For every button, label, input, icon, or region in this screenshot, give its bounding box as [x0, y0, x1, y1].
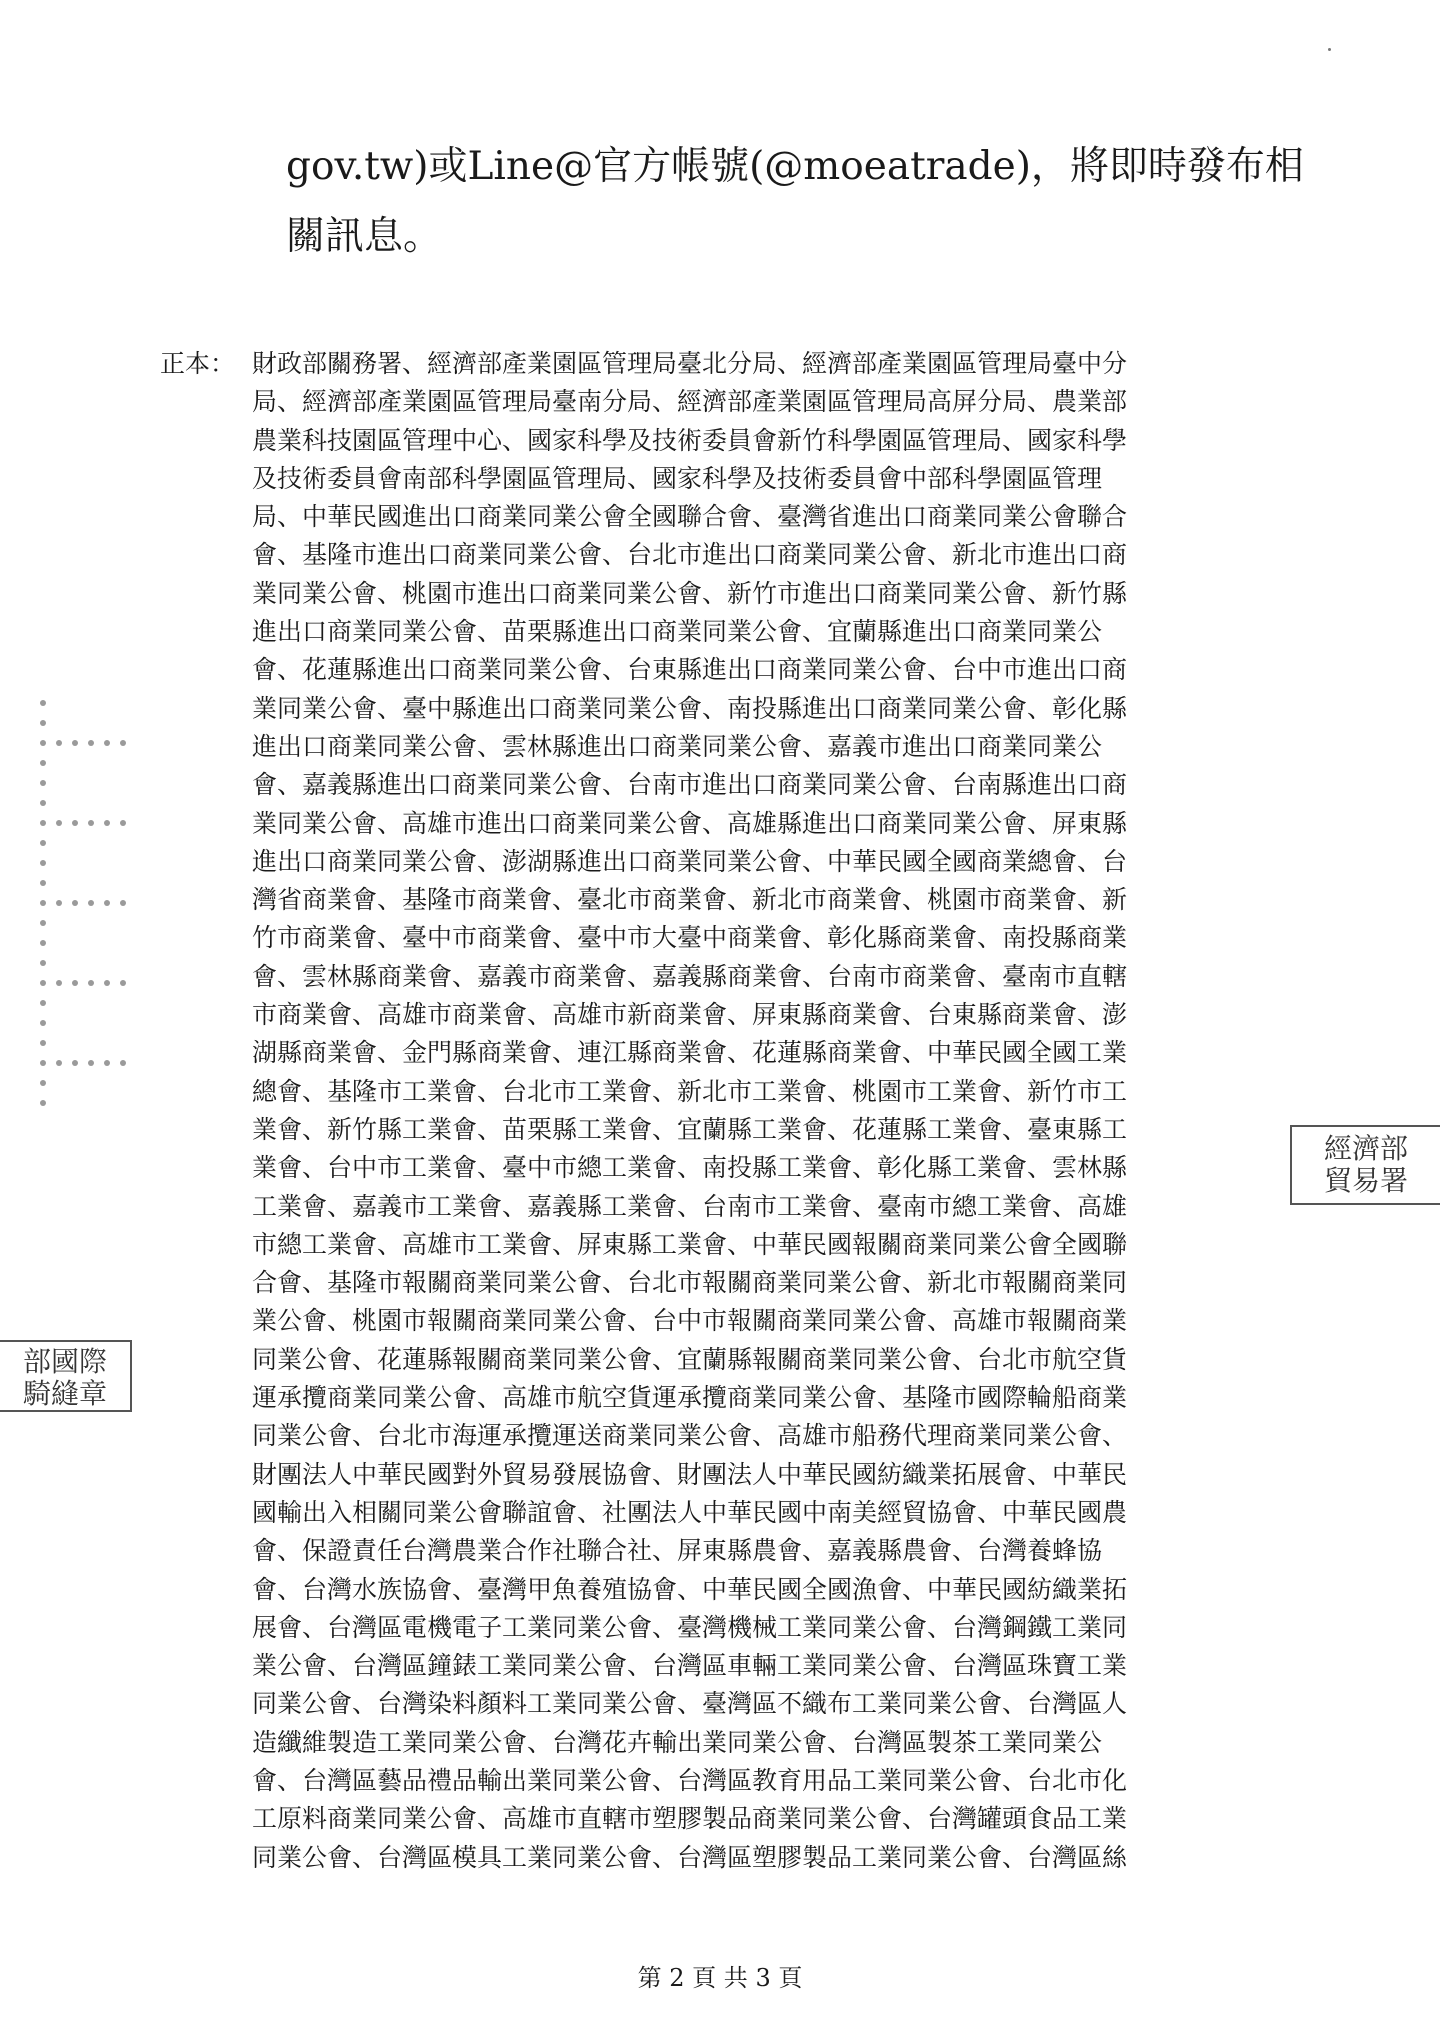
- binding-hole-dot: [72, 980, 78, 986]
- recipient-line: 會、嘉義縣進出口商業同業公會、台南市進出口商業同業公會、台南縣進出口商: [252, 770, 1128, 800]
- scan-speck: [1328, 48, 1331, 51]
- recipient-line: 市商業會、高雄市商業會、高雄市新商業會、屏東縣商業會、台東縣商業會、澎: [252, 1000, 1128, 1030]
- binding-hole-dot: [56, 820, 62, 826]
- stamp-text: 騎縫章: [22, 1377, 107, 1410]
- recipient-line: 運承攬商業同業公會、高雄市航空貨運承攬商業同業公會、基隆市國際輪船商業: [252, 1383, 1128, 1413]
- stamp-text: 經濟部: [1323, 1132, 1408, 1165]
- recipient-line: 業會、台中市工業會、臺中市總工業會、南投縣工業會、彰化縣工業會、雲林縣: [252, 1153, 1128, 1183]
- binding-hole-dot: [120, 740, 126, 746]
- recipient-label: 正本：: [160, 349, 236, 378]
- recipient-line: 進出口商業同業公會、澎湖縣進出口商業同業公會、中華民國全國商業總會、台: [252, 846, 1128, 876]
- binding-hole-dot: [88, 1060, 94, 1066]
- binding-hole-dot: [56, 980, 62, 986]
- binding-hole-dot: [40, 1000, 46, 1006]
- recipient-line: 業公會、桃園市報關商業同業公會、台中市報關商業同業公會、高雄市報關商業: [252, 1306, 1128, 1336]
- binding-hole-dot: [40, 920, 46, 926]
- recipient-line: 同業公會、花蓮縣報關商業同業公會、宜蘭縣報關商業同業公會、台北市航空貨: [252, 1344, 1128, 1374]
- recipient-line: 同業公會、台灣區模具工業同業公會、台灣區塑膠製品工業同業公會、台灣區絲: [252, 1842, 1128, 1872]
- recipient-line: 同業公會、台北市海運承攬運送商業同業公會、高雄市船務代理商業同業公會、: [252, 1421, 1128, 1451]
- recipient-line: 進出口商業同業公會、苗栗縣進出口商業同業公會、宜蘭縣進出口商業同業公: [252, 617, 1103, 647]
- recipient-line: 會、基隆市進出口商業同業公會、台北市進出口商業同業公會、新北市進出口商: [252, 540, 1128, 570]
- binding-hole-dot: [40, 860, 46, 866]
- binding-hole-dot: [40, 1100, 46, 1106]
- recipient-line: 業公會、台灣區鐘錶工業同業公會、台灣區車輛工業同業公會、台灣區珠寶工業: [252, 1651, 1128, 1681]
- recipient-line: 竹市商業會、臺中市商業會、臺中市大臺中商業會、彰化縣商業會、南投縣商業: [252, 923, 1128, 953]
- recipient-line: 國輸出入相關同業公會聯誼會、社團法人中華民國中南美經貿協會、中華民國農: [252, 1497, 1128, 1527]
- binding-hole-dot: [40, 740, 46, 746]
- binding-hole-dot: [120, 820, 126, 826]
- recipient-line: 灣省商業會、基隆市商業會、臺北市商業會、新北市商業會、桃園市商業會、新: [252, 885, 1128, 915]
- recipient-line: 會、保證責任台灣農業合作社聯合社、屏東縣農會、嘉義縣農會、台灣養蜂協: [252, 1536, 1103, 1566]
- binding-hole-dot: [104, 1060, 110, 1066]
- binding-hole-dot: [40, 700, 46, 706]
- binding-hole-dot: [40, 760, 46, 766]
- recipient-line: 及技術委員會南部科學園區管理局、國家科學及技術委員會中部科學園區管理: [252, 463, 1103, 493]
- binding-hole-dot: [40, 980, 46, 986]
- binding-hole-dot: [40, 720, 46, 726]
- recipient-line: 造纖維製造工業同業公會、台灣花卉輸出業同業公會、台灣區製茶工業同業公: [252, 1727, 1103, 1757]
- intro-line: gov.tw)或Line@官方帳號(@moeatrade)，將即時發布相: [286, 144, 1304, 189]
- binding-hole-dot: [40, 1020, 46, 1026]
- page-number: 第 2 頁 共 3 頁: [637, 1964, 803, 1992]
- recipient-line: 業同業公會、桃園市進出口商業同業公會、新竹市進出口商業同業公會、新竹縣: [252, 578, 1128, 608]
- binding-hole-dot: [88, 820, 94, 826]
- recipient-line: 會、雲林縣商業會、嘉義市商業會、嘉義縣商業會、台南市商業會、臺南市直轄: [252, 961, 1128, 991]
- binding-hole-dot: [120, 980, 126, 986]
- recipient-line: 局、經濟部產業園區管理局臺南分局、經濟部產業園區管理局高屏分局、農業部: [252, 387, 1128, 417]
- binding-hole-dot: [56, 1060, 62, 1066]
- recipient-line: 工原料商業同業公會、高雄市直轄市塑膠製品商業同業公會、台灣罐頭食品工業: [252, 1804, 1128, 1834]
- binding-hole-dot: [40, 1080, 46, 1086]
- binding-hole-dot: [104, 980, 110, 986]
- binding-hole-dot: [56, 740, 62, 746]
- binding-hole-dot: [88, 900, 94, 906]
- binding-hole-dot: [120, 900, 126, 906]
- stamp-text: 部國際: [22, 1345, 107, 1378]
- binding-hole-dot: [72, 820, 78, 826]
- binding-hole-dot: [40, 960, 46, 966]
- binding-hole-dot: [40, 1060, 46, 1066]
- recipient-line: 湖縣商業會、金門縣商業會、連江縣商業會、花蓮縣商業會、中華民國全國工業: [252, 1038, 1128, 1068]
- binding-hole-dot: [40, 940, 46, 946]
- binding-hole-dot: [40, 1040, 46, 1046]
- binding-hole-dot: [40, 900, 46, 906]
- recipient-line: 業同業公會、高雄市進出口商業同業公會、高雄縣進出口商業同業公會、屏東縣: [252, 808, 1128, 838]
- recipient-line: 會、台灣區藝品禮品輸出業同業公會、台灣區教育用品工業同業公會、台北市化: [252, 1765, 1128, 1795]
- recipient-line: 總會、基隆市工業會、台北市工業會、新北市工業會、桃園市工業會、新竹市工: [252, 1076, 1128, 1106]
- recipient-list: [252, 345, 1127, 1877]
- stamp-text: 貿易署: [1323, 1164, 1408, 1197]
- recipient-line: 工業會、嘉義市工業會、嘉義縣工業會、台南市工業會、臺南市總工業會、高雄: [252, 1191, 1128, 1221]
- binding-hole-dot: [104, 820, 110, 826]
- binding-hole-dot: [88, 740, 94, 746]
- binding-holes: [40, 700, 130, 1120]
- recipient-line: 同業公會、台灣染料顏料工業同業公會、臺灣區不織布工業同業公會、台灣區人: [252, 1689, 1128, 1719]
- recipient-line: 財政部關務署、經濟部產業園區管理局臺北分局、經濟部產業園區管理局臺中分: [252, 349, 1128, 378]
- binding-hole-dot: [40, 800, 46, 806]
- binding-hole-dot: [72, 1060, 78, 1066]
- binding-hole-dot: [72, 740, 78, 746]
- recipient-line: 局、中華民國進出口商業同業公會全國聯合會、臺灣省進出口商業同業公會聯合: [252, 502, 1128, 532]
- recipient-line: 會、台灣水族協會、臺灣甲魚養殖協會、中華民國全國漁會、中華民國紡織業拓: [252, 1574, 1128, 1604]
- intro-line: 關訊息。: [286, 214, 443, 259]
- recipient-line: 業同業公會、臺中縣進出口商業同業公會、南投縣進出口商業同業公會、彰化縣: [252, 693, 1128, 723]
- stamp-seal-left: [0, 1340, 132, 1412]
- binding-hole-dot: [104, 740, 110, 746]
- recipient-line: 進出口商業同業公會、雲林縣進出口商業同業公會、嘉義市進出口商業同業公: [252, 731, 1103, 761]
- recipient-line: 財團法人中華民國對外貿易發展協會、財團法人中華民國紡織業拓展會、中華民: [252, 1459, 1128, 1489]
- recipient-line: 市總工業會、高雄市工業會、屏東縣工業會、中華民國報關商業同業公會全國聯: [252, 1229, 1128, 1259]
- recipient-line: 合會、基隆市報關商業同業公會、台北市報關商業同業公會、新北市報關商業同: [252, 1268, 1128, 1298]
- binding-hole-dot: [104, 900, 110, 906]
- recipient-line: 會、花蓮縣進出口商業同業公會、台東縣進出口商業同業公會、台中市進出口商: [252, 655, 1128, 685]
- binding-hole-dot: [88, 980, 94, 986]
- binding-hole-dot: [40, 880, 46, 886]
- recipient-line: 農業科技園區管理中心、國家科學及技術委員會新竹科學園區管理局、國家科學: [252, 425, 1128, 455]
- binding-hole-dot: [40, 780, 46, 786]
- recipient-line: 展會、台灣區電機電子工業同業公會、臺灣機械工業同業公會、台灣鋼鐵工業同: [252, 1612, 1128, 1642]
- binding-hole-dot: [120, 1060, 126, 1066]
- binding-hole-dot: [72, 900, 78, 906]
- binding-hole-dot: [40, 840, 46, 846]
- stamp-seal-right: [1290, 1125, 1440, 1205]
- binding-hole-dot: [56, 900, 62, 906]
- binding-hole-dot: [40, 820, 46, 826]
- intro-paragraph: [286, 132, 1304, 272]
- recipient-line: 業會、新竹縣工業會、苗栗縣工業會、宜蘭縣工業會、花蓮縣工業會、臺東縣工: [252, 1114, 1128, 1144]
